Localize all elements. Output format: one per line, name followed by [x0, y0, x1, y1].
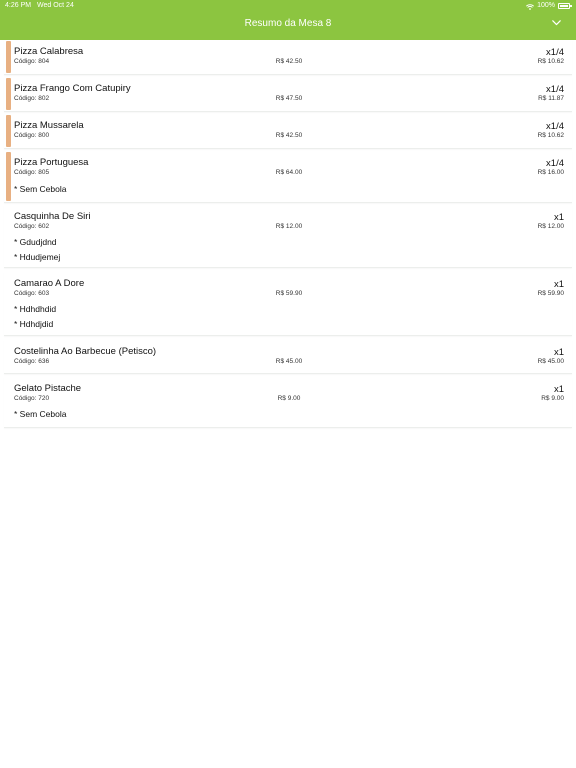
top-bar: [0, 0, 576, 40]
item-note: * Gdudjdnd: [14, 237, 57, 247]
item-quantity: x1/4: [546, 121, 564, 132]
item-name: Pizza Frango Com Catupiry: [14, 83, 131, 94]
wifi-icon: [526, 3, 534, 9]
status-time: 4:26 PM: [5, 2, 32, 9]
item-code: Código: 802: [14, 95, 50, 102]
accent-bar: [6, 115, 11, 147]
item-code: Código: 804: [14, 58, 50, 65]
item-unit-price: R$ 45.00: [537, 358, 564, 365]
item-unit-price: R$ 12.00: [537, 223, 564, 230]
item-code: Código: 720: [14, 395, 50, 402]
order-item[interactable]: [4, 377, 572, 428]
item-name: Pizza Mussarela: [14, 120, 84, 131]
item-quantity: x1/4: [546, 47, 564, 58]
order-list: [0, 40, 576, 768]
order-item[interactable]: [4, 340, 572, 374]
item-price: R$ 12.00: [275, 223, 303, 230]
item-price: R$ 45.00: [275, 358, 303, 365]
item-price: R$ 64.00: [275, 169, 303, 176]
item-note: * Hdhdjdid: [14, 319, 54, 329]
chevron-down-icon: [552, 20, 561, 26]
accent-bar: [6, 152, 11, 201]
item-name: Pizza Portuguesa: [14, 157, 89, 168]
item-unit-price: R$ 9.00: [541, 395, 564, 402]
battery-percent: 100%: [537, 2, 555, 9]
item-note: * Sem Cebola: [14, 409, 67, 419]
item-quantity: x1/4: [546, 84, 564, 95]
order-item[interactable]: [4, 151, 572, 203]
item-unit-price: R$ 11.87: [538, 95, 564, 102]
item-quantity: x1: [553, 212, 564, 223]
item-code: Código: 603: [14, 290, 50, 297]
item-price: R$ 59.90: [275, 290, 303, 297]
item-quantity: x1: [553, 384, 564, 395]
accent-bar: [6, 41, 11, 73]
item-code: Código: 805: [14, 169, 50, 176]
item-name: Pizza Calabresa: [14, 46, 84, 57]
item-note: * Hdudjemej: [14, 252, 61, 262]
status-right: [526, 0, 570, 11]
item-unit-price: R$ 10.62: [537, 58, 564, 65]
item-unit-price: R$ 16.00: [537, 169, 564, 176]
order-item[interactable]: [4, 40, 572, 75]
accent-bar: [6, 78, 11, 110]
collapse-button[interactable]: [548, 15, 564, 31]
item-price: R$ 42.50: [275, 58, 303, 65]
battery-icon: [558, 3, 570, 9]
order-item[interactable]: [4, 114, 572, 149]
page-title: Resumo da Mesa 8: [244, 18, 332, 29]
item-unit-price: R$ 10.62: [537, 132, 564, 139]
status-bar: [0, 0, 576, 11]
item-price: R$ 47.50: [275, 95, 303, 102]
item-code: Código: 800: [14, 132, 50, 139]
item-note: * Sem Cebola: [14, 184, 67, 194]
item-code: Código: 636: [14, 358, 50, 365]
item-name: Casquinha De Siri: [14, 211, 91, 222]
item-quantity: x1/4: [546, 158, 564, 169]
order-item[interactable]: [4, 77, 572, 112]
item-unit-price: R$ 59.90: [537, 290, 564, 297]
order-item[interactable]: [4, 205, 572, 268]
item-name: Gelato Pistache: [14, 383, 82, 394]
item-price: R$ 42.50: [275, 132, 303, 139]
item-quantity: x1: [553, 347, 564, 358]
item-name: Camarao A Dore: [14, 278, 85, 289]
item-name: Costelinha Ao Barbecue (Petisco): [14, 346, 157, 357]
item-quantity: x1: [553, 279, 564, 290]
order-item[interactable]: [4, 272, 572, 336]
item-price: R$ 9.00: [277, 395, 301, 402]
item-note: * Hdhdhdid: [14, 304, 57, 314]
status-date: Wed Oct 24: [37, 2, 74, 9]
item-code: Código: 602: [14, 223, 50, 230]
